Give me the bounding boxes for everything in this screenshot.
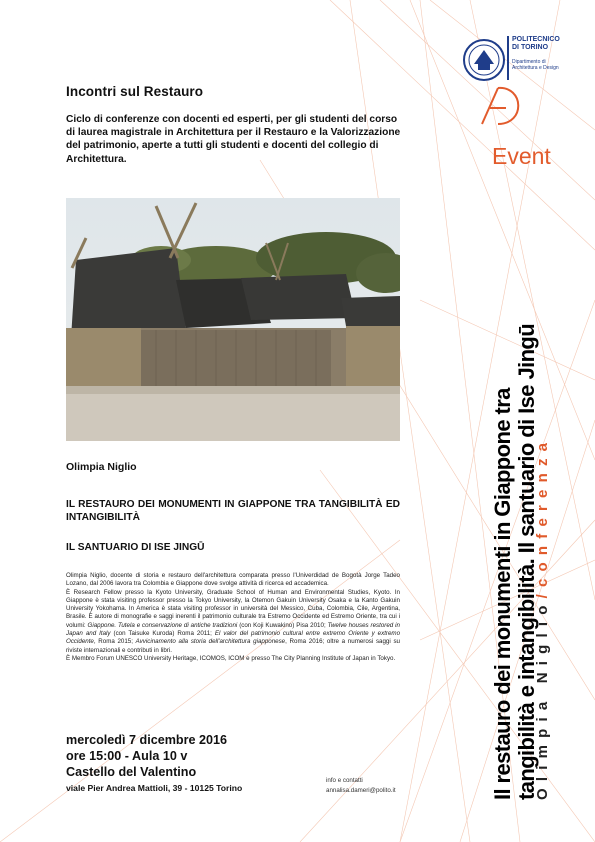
- department-logo-icon: [476, 84, 530, 126]
- university-name-line2: DI TORINO: [512, 44, 549, 51]
- talk-title: IL RESTAURO DEI MONUMENTI IN GIAPPONE TRA TANGIBILITÀ ED INTANGIBILITÀ: [66, 499, 400, 523]
- shrine-photo: [66, 198, 400, 441]
- department-name-line1: Dipartimento di: [512, 59, 546, 65]
- logo-divider: [507, 36, 509, 80]
- bio-book-1: Giappone. Tutela e conservazione di antiche tradizioni: [87, 621, 238, 629]
- intro-text: Ciclo di conferenze con docenti ed esperti, per gli studenti del corso di laurea magistrale in Architettura per il Restauro e la Valorizzazione del patrimonio, aperte a tutti gli studenti e docenti del collegio di Architettura.: [66, 114, 401, 165]
- series-title: Incontri sul Restauro: [66, 84, 204, 99]
- department-name-line2: Architettura e Design: [512, 65, 559, 71]
- bio-book-2-info: (con Taisuke Kuroda) Roma 2011;: [110, 630, 215, 638]
- vertical-title: [491, 324, 539, 800]
- event-label: Event: [492, 143, 551, 169]
- vertical-title-line2: tangibilità e intangibilità. Il santuario di Ise Jingū: [514, 323, 539, 800]
- bio-paragraph-2: [66, 589, 400, 655]
- contact-info: [326, 776, 396, 796]
- event-address: viale Pier Andrea Mattioli, 39 - 10125 Torino: [66, 783, 243, 793]
- event-venue: Castello del Valentino: [66, 765, 197, 779]
- event-time-room: ore 15:00 - Aula 10 v: [66, 749, 188, 763]
- department-name: [512, 59, 559, 71]
- shrine-photo-illustration: [66, 198, 400, 441]
- talk-subtitle: IL SANTUARIO DI ISE JINGŪ: [66, 542, 205, 553]
- university-name-line1: POLITECNICO: [512, 36, 560, 43]
- vertical-title-line1: Il restauro dei monumenti in Giappone tra: [490, 388, 515, 800]
- vertical-separator: /: [534, 586, 551, 599]
- vertical-speaker: Olimpia Niglio: [534, 598, 551, 800]
- bio-book-2: Twelve houses restored in Japan and Italy: [66, 621, 400, 638]
- event-date: mercoledì 7 dicembre 2016: [66, 733, 228, 747]
- contact-email[interactable]: annalisa.dameri@polito.it: [326, 787, 396, 794]
- event-details: [66, 732, 242, 796]
- contact-label: info e contatti: [326, 777, 363, 784]
- vertical-speaker-line: [534, 436, 551, 800]
- bio-book-3: El valor del patrimonio cultural entre extremo Oriente y extremo Occidente: [66, 630, 401, 646]
- university-seal-icon: [462, 38, 506, 82]
- vertical-kind: conferenza: [534, 435, 551, 587]
- bio-book-4-info: , Roma 2016; oltre a numerosi saggi su riviste internazionali e contributi in libri.: [66, 638, 400, 654]
- speaker-bio: [66, 572, 400, 663]
- bio-paragraph-3: È Membro Forum UNESCO University Heritage, ICOMOS, ICOM e presso The City Planning Institute of Japan in Tokyo.: [66, 654, 396, 662]
- bio-book-3-info: , Roma 2015;: [93, 638, 136, 646]
- bio-book-1-info: (con Koji Kuwakino) Pisa 2010;: [237, 621, 328, 629]
- bio-paragraph-1: Olimpia Niglio, docente di storia e restauro dell'architettura comparata presso l'Univerdidad de Bogotà Jorge Tadeo Lozano, dal 2006 lavora tra Colombia e Giappone dove svolge attività di ricerca ed accademica.: [66, 572, 400, 588]
- bio-paragraph-2-text: È Research Fellow presso la Kyoto University, Graduate School of Human and Environmental Studies, Kyoto. In Giappone è stata visiting professor presso la Tokyo University, la Otemon Gakuin University Osaka e la Kanto Gakuin University Yokohama. In America è stata visiting professor in università del Messico, Cuba, Colombia, Cile, Argentina, Brasile. È autore di monografie e saggi inerenti il patrimonio culturale tra Estremo Occidente ed Estremo Oriente, tra cui i volumi:: [66, 588, 400, 629]
- university-name: [512, 36, 560, 52]
- bio-book-4: Avvicinamento alla storia dell'architettura giapponese: [135, 638, 286, 646]
- speaker-name: Olimpia Niglio: [66, 461, 137, 473]
